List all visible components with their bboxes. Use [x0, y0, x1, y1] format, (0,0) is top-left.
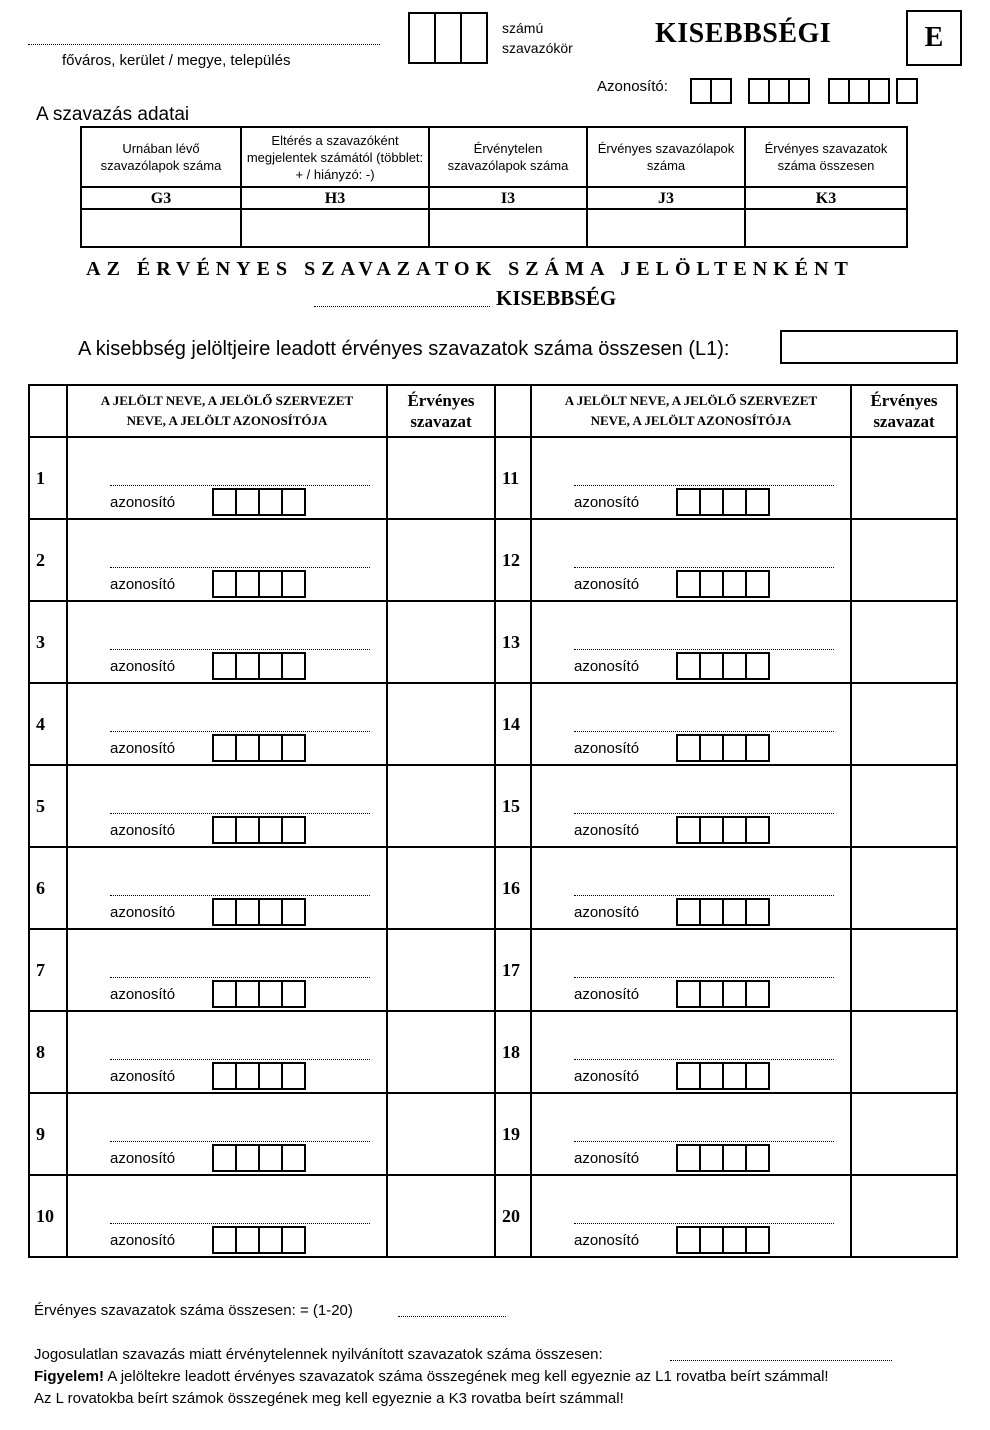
- left-candidate-name-cell[interactable]: [67, 601, 387, 683]
- right-name-header: [531, 385, 851, 437]
- left-candidate-name-cell[interactable]: [67, 437, 387, 519]
- right-candidate-name-cell[interactable]: [531, 437, 851, 519]
- right-candidate-number: 20: [495, 1175, 531, 1257]
- right-candidate-name-cell[interactable]: [531, 683, 851, 765]
- g3-input-cell[interactable]: [81, 209, 241, 247]
- candidate-row: [29, 601, 957, 683]
- candidate-row: [29, 1093, 957, 1175]
- form-letter-box: [906, 10, 962, 66]
- left-name-header-line2: NEVE, A JELÖLT AZONOSÍTÓJA: [126, 413, 328, 428]
- left-vote-header-line1: Érvényes: [407, 391, 475, 410]
- identifier-boxes-group1[interactable]: [690, 78, 732, 104]
- left-num-header: [29, 385, 67, 437]
- left-candidate-name-cell[interactable]: [67, 519, 387, 601]
- right-vote-header-line1: Érvényes: [870, 391, 938, 410]
- candidate-id-boxes[interactable]: [676, 734, 770, 762]
- place-field-line[interactable]: [28, 44, 380, 45]
- candidate-id-boxes[interactable]: [676, 980, 770, 1008]
- l-sum-note: Az L rovatokba beírt számok összegének meg kell egyeznie a K3 rovatba beírt számmal!: [34, 1390, 624, 1407]
- left-candidate-votes-cell[interactable]: [387, 519, 495, 601]
- l1-input-box[interactable]: [780, 330, 958, 364]
- candidate-id-label: azonosító: [110, 822, 176, 839]
- right-candidate-votes-cell[interactable]: [851, 519, 957, 601]
- candidate-id-label: azonosító: [574, 494, 640, 511]
- candidate-row: [29, 1175, 957, 1257]
- candidate-id-label: azonosító: [110, 658, 176, 675]
- i3-input-cell[interactable]: [429, 209, 587, 247]
- invalid-votes-field[interactable]: [670, 1360, 892, 1361]
- left-candidate-number: 7: [29, 929, 67, 1011]
- candidate-name-line[interactable]: [574, 649, 834, 650]
- candidate-id-label: azonosító: [574, 1068, 640, 1085]
- candidate-id-boxes[interactable]: [212, 1062, 306, 1090]
- right-candidate-name-cell[interactable]: [531, 1093, 851, 1175]
- right-candidate-name-cell[interactable]: [531, 1175, 851, 1257]
- candidate-name-line[interactable]: [110, 485, 370, 486]
- candidate-id-boxes[interactable]: [212, 1226, 306, 1254]
- left-candidate-votes-cell[interactable]: [387, 765, 495, 847]
- col-code-h3: H3: [241, 187, 429, 209]
- candidate-id-label: azonosító: [574, 740, 640, 757]
- left-candidate-number: 5: [29, 765, 67, 847]
- candidate-name-line[interactable]: [110, 567, 370, 568]
- form-letter: E: [924, 22, 944, 53]
- right-candidate-number: 17: [495, 929, 531, 1011]
- h3-input-cell[interactable]: [241, 209, 429, 247]
- left-candidate-votes-cell[interactable]: [387, 1093, 495, 1175]
- candidate-id-boxes[interactable]: [676, 570, 770, 598]
- candidate-id-boxes[interactable]: [676, 1144, 770, 1172]
- form-title: KISEBBSÉGI: [655, 18, 832, 49]
- candidate-row: [29, 1011, 957, 1093]
- right-candidate-name-cell[interactable]: [531, 519, 851, 601]
- col-code-i3: I3: [429, 187, 587, 209]
- candidate-id-label: azonosító: [110, 1150, 176, 1167]
- warning-label: Figyelem!: [34, 1368, 105, 1385]
- candidate-id-label: azonosító: [574, 576, 640, 593]
- col-code-j3: J3: [587, 187, 745, 209]
- left-candidate-number: 2: [29, 519, 67, 601]
- candidate-id-label: azonosító: [110, 904, 176, 921]
- left-candidate-votes-cell[interactable]: [387, 847, 495, 929]
- candidate-id-boxes[interactable]: [212, 816, 306, 844]
- district-number-boxes[interactable]: [408, 12, 488, 64]
- district-label: [502, 18, 573, 58]
- left-candidate-votes-cell[interactable]: [387, 1175, 495, 1257]
- candidate-id-label: azonosító: [574, 822, 640, 839]
- warning-text: A jelöltekre leadott érvényes szavazatok száma összegének meg kell egyeznie az L1 rovatba beírt számmal!: [104, 1368, 829, 1385]
- right-candidate-number: 11: [495, 437, 531, 519]
- right-candidate-votes-cell[interactable]: [851, 1011, 957, 1093]
- col-header-j3: Érvényes szavazólapok száma: [587, 127, 745, 187]
- left-name-header-line1: A JELÖLT NEVE, A JELÖLŐ SZERVEZET: [100, 393, 354, 408]
- total-votes-line: Érvényes szavazatok száma összesen: = (1-20): [34, 1302, 353, 1319]
- place-field-label: főváros, kerület / megye, település: [62, 52, 291, 69]
- right-candidate-number: 16: [495, 847, 531, 929]
- candidate-name-line[interactable]: [574, 1141, 834, 1142]
- right-candidate-number: 15: [495, 765, 531, 847]
- candidate-id-boxes[interactable]: [212, 570, 306, 598]
- right-candidate-name-cell[interactable]: [531, 601, 851, 683]
- identifier-boxes-group3[interactable]: [828, 78, 890, 104]
- left-candidate-number: 9: [29, 1093, 67, 1175]
- candidate-row: [29, 519, 957, 601]
- candidate-id-label: azonosító: [574, 904, 640, 921]
- left-vote-header-line2: szavazat: [410, 412, 472, 431]
- right-candidate-votes-cell[interactable]: [851, 601, 957, 683]
- left-candidate-name-cell[interactable]: [67, 1011, 387, 1093]
- left-candidate-votes-cell[interactable]: [387, 1011, 495, 1093]
- candidate-row: [29, 683, 957, 765]
- candidate-row: [29, 765, 957, 847]
- right-vote-header-line2: szavazat: [873, 412, 935, 431]
- left-candidate-votes-cell[interactable]: [387, 437, 495, 519]
- col-header-i3: Érvénytelen szavazólapok száma: [429, 127, 587, 187]
- right-name-header-line1: A JELÖLT NEVE, A JELÖLŐ SZERVEZET: [564, 393, 818, 408]
- candidate-name-line[interactable]: [574, 485, 834, 486]
- candidate-name-line[interactable]: [574, 1223, 834, 1224]
- identifier-check-box[interactable]: [896, 78, 918, 104]
- left-candidate-name-cell[interactable]: [67, 929, 387, 1011]
- candidate-id-label: azonosító: [110, 986, 176, 1003]
- candidate-name-line[interactable]: [110, 1059, 370, 1060]
- left-candidate-name-cell[interactable]: [67, 683, 387, 765]
- right-candidate-number: 14: [495, 683, 531, 765]
- candidate-id-boxes[interactable]: [212, 652, 306, 680]
- total-votes-field[interactable]: [398, 1316, 506, 1317]
- right-vote-header: [851, 385, 957, 437]
- candidate-id-boxes[interactable]: [676, 1226, 770, 1254]
- candidate-id-boxes[interactable]: [212, 734, 306, 762]
- left-candidate-number: 10: [29, 1175, 67, 1257]
- candidate-name-line[interactable]: [574, 895, 834, 896]
- candidate-row: [29, 847, 957, 929]
- candidate-name-line[interactable]: [110, 1141, 370, 1142]
- candidate-id-label: azonosító: [110, 494, 176, 511]
- candidate-name-line[interactable]: [110, 977, 370, 978]
- candidate-id-boxes[interactable]: [676, 1062, 770, 1090]
- left-candidate-name-cell[interactable]: [67, 765, 387, 847]
- candidate-row: [29, 437, 957, 519]
- warning-line: [34, 1368, 829, 1385]
- candidate-name-line[interactable]: [574, 1059, 834, 1060]
- candidate-name-line[interactable]: [110, 813, 370, 814]
- candidate-id-boxes[interactable]: [676, 898, 770, 926]
- minority-name-line[interactable]: [314, 306, 490, 307]
- right-candidate-votes-cell[interactable]: [851, 683, 957, 765]
- right-candidate-votes-cell[interactable]: [851, 1175, 957, 1257]
- candidate-id-boxes[interactable]: [212, 488, 306, 516]
- left-vote-header: [387, 385, 495, 437]
- candidates-section-title: AZ ÉRVÉNYES SZAVAZATOK SZÁMA JELÖLTENKÉNT: [86, 258, 854, 280]
- right-candidate-votes-cell[interactable]: [851, 765, 957, 847]
- candidate-id-label: azonosító: [110, 1068, 176, 1085]
- candidate-id-label: azonosító: [110, 576, 176, 593]
- k3-input-cell[interactable]: [745, 209, 907, 247]
- right-candidate-name-cell[interactable]: [531, 929, 851, 1011]
- right-candidate-number: 13: [495, 601, 531, 683]
- candidate-name-line[interactable]: [574, 813, 834, 814]
- j3-input-cell[interactable]: [587, 209, 745, 247]
- invalid-votes-line: Jogosulatlan szavazás miatt érvénytelennek nyilvánított szavazatok száma összesen:: [34, 1346, 603, 1363]
- l1-label: A kisebbség jelöltjeire leadott érvényes szavazatok száma összesen (L1):: [78, 338, 730, 360]
- candidate-row: [29, 929, 957, 1011]
- right-name-header-line2: NEVE, A JELÖLT AZONOSÍTÓJA: [590, 413, 792, 428]
- right-candidate-votes-cell[interactable]: [851, 437, 957, 519]
- left-candidate-number: 3: [29, 601, 67, 683]
- right-candidate-name-cell[interactable]: [531, 847, 851, 929]
- left-candidate-number: 4: [29, 683, 67, 765]
- left-candidate-number: 1: [29, 437, 67, 519]
- candidate-name-line[interactable]: [110, 731, 370, 732]
- right-candidate-votes-cell[interactable]: [851, 1093, 957, 1175]
- right-candidate-name-cell[interactable]: [531, 1011, 851, 1093]
- candidate-id-label: azonosító: [574, 1150, 640, 1167]
- left-candidate-number: 6: [29, 847, 67, 929]
- right-candidate-votes-cell[interactable]: [851, 929, 957, 1011]
- candidate-id-boxes[interactable]: [676, 488, 770, 516]
- left-candidate-name-cell[interactable]: [67, 847, 387, 929]
- left-candidate-number: 8: [29, 1011, 67, 1093]
- candidate-name-line[interactable]: [574, 567, 834, 568]
- candidate-name-line[interactable]: [110, 1223, 370, 1224]
- candidate-name-line[interactable]: [110, 895, 370, 896]
- candidate-id-boxes[interactable]: [676, 652, 770, 680]
- candidate-id-boxes[interactable]: [212, 1144, 306, 1172]
- right-candidate-number: 18: [495, 1011, 531, 1093]
- candidate-id-label: azonosító: [574, 658, 640, 675]
- col-header-k3: Érvényes szavazatok száma összesen: [745, 127, 907, 187]
- left-candidate-name-cell[interactable]: [67, 1093, 387, 1175]
- candidate-id-boxes[interactable]: [676, 816, 770, 844]
- candidate-name-line[interactable]: [574, 977, 834, 978]
- minority-label: KISEBBSÉG: [496, 286, 617, 310]
- candidate-id-boxes[interactable]: [212, 898, 306, 926]
- left-candidate-votes-cell[interactable]: [387, 929, 495, 1011]
- candidate-name-line[interactable]: [574, 731, 834, 732]
- left-candidate-votes-cell[interactable]: [387, 601, 495, 683]
- right-candidate-name-cell[interactable]: [531, 765, 851, 847]
- candidate-id-label: azonosító: [110, 740, 176, 757]
- candidate-id-label: azonosító: [574, 986, 640, 1003]
- voting-data-title: A szavazás adatai: [36, 104, 190, 125]
- candidate-id-label: azonosító: [574, 1232, 640, 1249]
- right-num-header: [495, 385, 531, 437]
- left-candidate-name-cell[interactable]: [67, 1175, 387, 1257]
- col-header-h3: Eltérés a szavazóként megjelentek számától (többlet: + / hiányzó: -): [241, 127, 429, 187]
- candidate-id-label: azonosító: [110, 1232, 176, 1249]
- col-code-k3: K3: [745, 187, 907, 209]
- right-candidate-number: 12: [495, 519, 531, 601]
- district-label-line2: szavazókör: [502, 40, 573, 56]
- district-label-line1: számú: [502, 20, 544, 36]
- candidate-id-boxes[interactable]: [212, 980, 306, 1008]
- right-candidate-votes-cell[interactable]: [851, 847, 957, 929]
- left-name-header: [67, 385, 387, 437]
- col-code-g3: G3: [81, 187, 241, 209]
- identifier-label: Azonosító:: [597, 78, 668, 95]
- left-candidate-votes-cell[interactable]: [387, 683, 495, 765]
- right-candidate-number: 19: [495, 1093, 531, 1175]
- candidate-name-line[interactable]: [110, 649, 370, 650]
- col-header-g3: Urnában lévő szavazólapok száma: [81, 127, 241, 187]
- candidates-table: [28, 384, 958, 1258]
- voting-data-table: [80, 126, 908, 248]
- identifier-boxes-group2[interactable]: [748, 78, 810, 104]
